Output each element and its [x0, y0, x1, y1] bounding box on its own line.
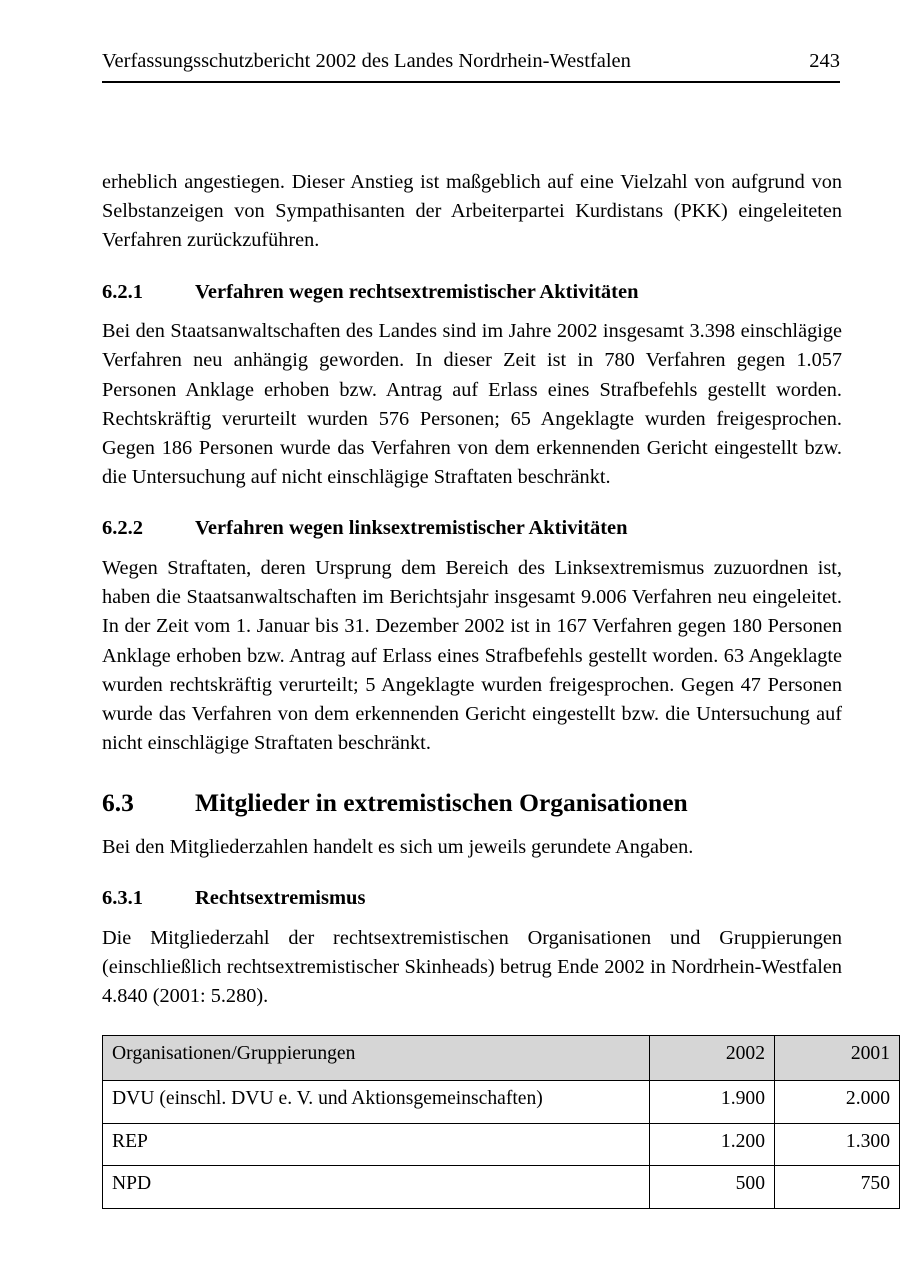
heading-6-2-2: [102, 516, 842, 541]
cell-2001: 1.300: [775, 1123, 900, 1166]
table-row: [103, 1123, 900, 1166]
heading-6-3-number: 6.3: [102, 788, 134, 818]
heading-6-2-1: [102, 280, 842, 305]
running-header: [102, 50, 840, 74]
page-number: 243: [809, 50, 840, 72]
heading-6-3-title: Mitglieder in extremistischen Organisationen: [195, 788, 688, 818]
heading-6-2-1-title: Verfahren wegen rechtsextremistischer Aktivitäten: [195, 280, 639, 303]
column-header-organisation: Organisationen/Gruppierungen: [103, 1036, 650, 1081]
heading-6-3-1-title: Rechtsextremismus: [195, 887, 366, 910]
cell-2001: 2.000: [775, 1080, 900, 1123]
heading-6-2-1-number: 6.2.1: [102, 280, 143, 303]
page-content: [102, 168, 890, 1209]
cell-organisation: REP: [103, 1123, 650, 1166]
paragraph-6-3: Bei den Mitgliederzahlen handelt es sich um jeweils gerundete Angaben.: [102, 836, 694, 859]
paragraph-6-2-1: Bei den Staatsanwaltschaften des Landes sind im Jahre 2002 insgesamt 3.398 einschlägige Verfahren neu anhängig geworden. In dieser Zeit ist in 780 Verfahren gegen 1.057 Personen Anklage erhoben bzw. Antrag auf Erlass eines Strafbefehls gestellt worden. Rechtskräftig verurteilt wurden 576 Personen; 65 Angeklagte wurden freigesprochen. Gegen 186 Personen wurde das Verfahren von dem erkennenden Gericht eingestellt bzw. die Untersuchung auf nicht einschlägige Straftaten beschränkt.: [102, 320, 842, 489]
intro-paragraph: erheblich angestiegen. Dieser Anstieg ist maßgeblich auf eine Vielzahl von aufgrund von Selbstanzeigen von Sympathisanten der Arbeiterpartei Kurdistans (PKK) eingeleiteten Verfahren zurückzuführen.: [102, 171, 842, 252]
column-header-2002: 2002: [650, 1036, 775, 1081]
cell-2001: 750: [775, 1166, 900, 1209]
paragraph-6-2-2: Wegen Straftaten, deren Ursprung dem Bereich des Linksextremismus zuzuordnen ist, haben die Staatsanwaltschaften im Berichtsjahr insgesamt 9.006 Verfahren neu eingeleitet. In der Zeit vom 1. Januar bis 31. Dezember 2002 ist in 167 Verfahren gegen 180 Personen Anklage erhoben bzw. Antrag auf Erlass eines Strafbefehls gestellt worden. 63 Angeklagte wurden rechtskräftig verurteilt; 5 Angeklagte wurden freigesprochen. Gegen 47 Personen wurde das Verfahren von dem erkennenden Gericht eingestellt bzw. die Untersuchung auf nicht einschlägige Straftaten beschränkt.: [102, 557, 842, 755]
heading-6-3-1: [102, 886, 842, 911]
table-row: [103, 1080, 900, 1123]
table-row: [103, 1166, 900, 1209]
table-header-row: [103, 1036, 900, 1081]
cell-organisation: DVU (einschl. DVU e. V. und Aktionsgemeinschaften): [103, 1080, 650, 1123]
heading-6-2-2-number: 6.2.2: [102, 517, 143, 540]
heading-6-3-1-number: 6.3.1: [102, 887, 143, 910]
running-header-title: Verfassungsschutzbericht 2002 des Landes Nordrhein-Westfalen: [102, 50, 631, 72]
paragraph-6-3-1: Die Mitgliederzahl der rechtsextremistischen Organisationen und Gruppierungen (einschließlich rechtsextremistischer Skinheads) betrug Ende 2002 in Nordrhein-Westfalen 4.840 (2001: 5.280).: [102, 926, 842, 1008]
cell-2002: 1.900: [650, 1080, 775, 1123]
membership-table: [102, 1035, 900, 1208]
cell-2002: 500: [650, 1166, 775, 1209]
column-header-2001: 2001: [775, 1036, 900, 1081]
cell-2002: 1.200: [650, 1123, 775, 1166]
header-rule: [102, 81, 840, 83]
table-body: [103, 1080, 900, 1208]
heading-6-3: [102, 788, 842, 819]
heading-6-2-2-title: Verfahren wegen linksextremistischer Aktivitäten: [195, 517, 628, 540]
cell-organisation: NPD: [103, 1166, 650, 1209]
table-head: [103, 1036, 900, 1081]
